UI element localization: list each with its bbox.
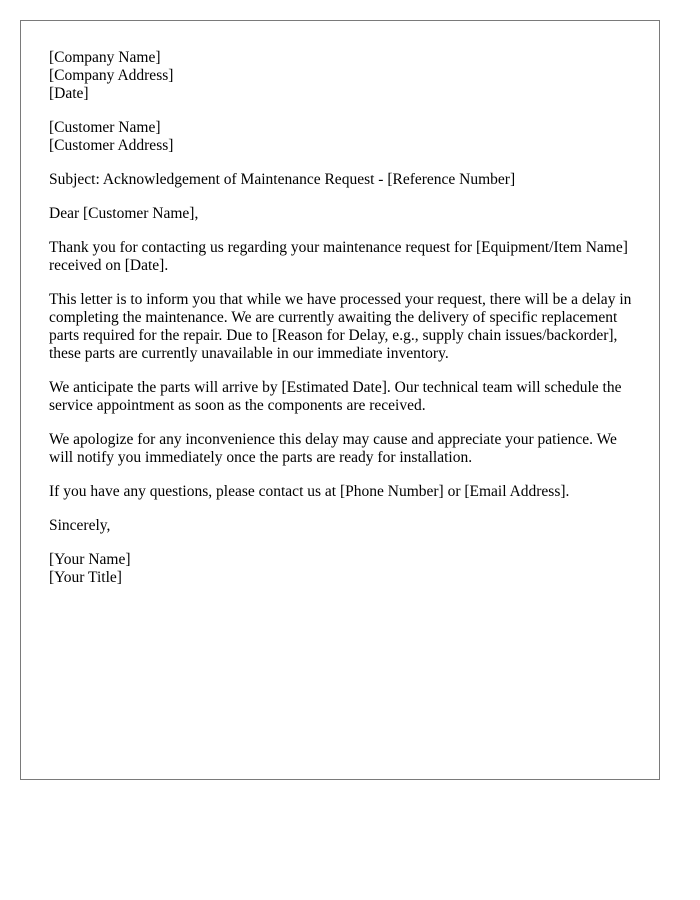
salutation: Dear [Customer Name], <box>49 205 199 222</box>
letter-date: [Date] <box>49 85 89 102</box>
customer-name: [Customer Name] <box>49 119 161 136</box>
closing: Sincerely, <box>49 517 111 534</box>
signer-name: [Your Name] <box>49 551 131 568</box>
company-address: [Company Address] <box>49 67 174 84</box>
letter-content <box>49 49 639 603</box>
signer-title: [Your Title] <box>49 569 122 586</box>
customer-address: [Customer Address] <box>49 137 174 154</box>
sender-block <box>49 49 639 103</box>
body-paragraph-4: We apologize for any inconvenience this delay may cause and appreciate your patience. We will notify you immediately once the parts are ready for installation. <box>49 431 617 466</box>
recipient-block <box>49 119 639 155</box>
letter-page <box>20 20 660 780</box>
company-name: [Company Name] <box>49 49 161 66</box>
subject-line: Subject: Acknowledgement of Maintenance Request - [Reference Number] <box>49 171 516 188</box>
body-paragraph-1: Thank you for contacting us regarding your maintenance request for [Equipment/Item Name] received on [Date]. <box>49 239 628 274</box>
body-paragraph-2: This letter is to inform you that while we have processed your request, there will be a delay in completing the maintenance. We are currently awaiting the delivery of specific replacement parts required for the repair. Due to [Reason for Delay, e.g., supply chain issues/backorder], these parts are currently unavailable in our immediate inventory. <box>49 291 632 362</box>
signature-block <box>49 551 639 587</box>
body-paragraph-5: If you have any questions, please contact us at [Phone Number] or [Email Address]. <box>49 483 570 500</box>
body-paragraph-3: We anticipate the parts will arrive by [Estimated Date]. Our technical team will schedule the service appointment as soon as the components are received. <box>49 379 622 414</box>
